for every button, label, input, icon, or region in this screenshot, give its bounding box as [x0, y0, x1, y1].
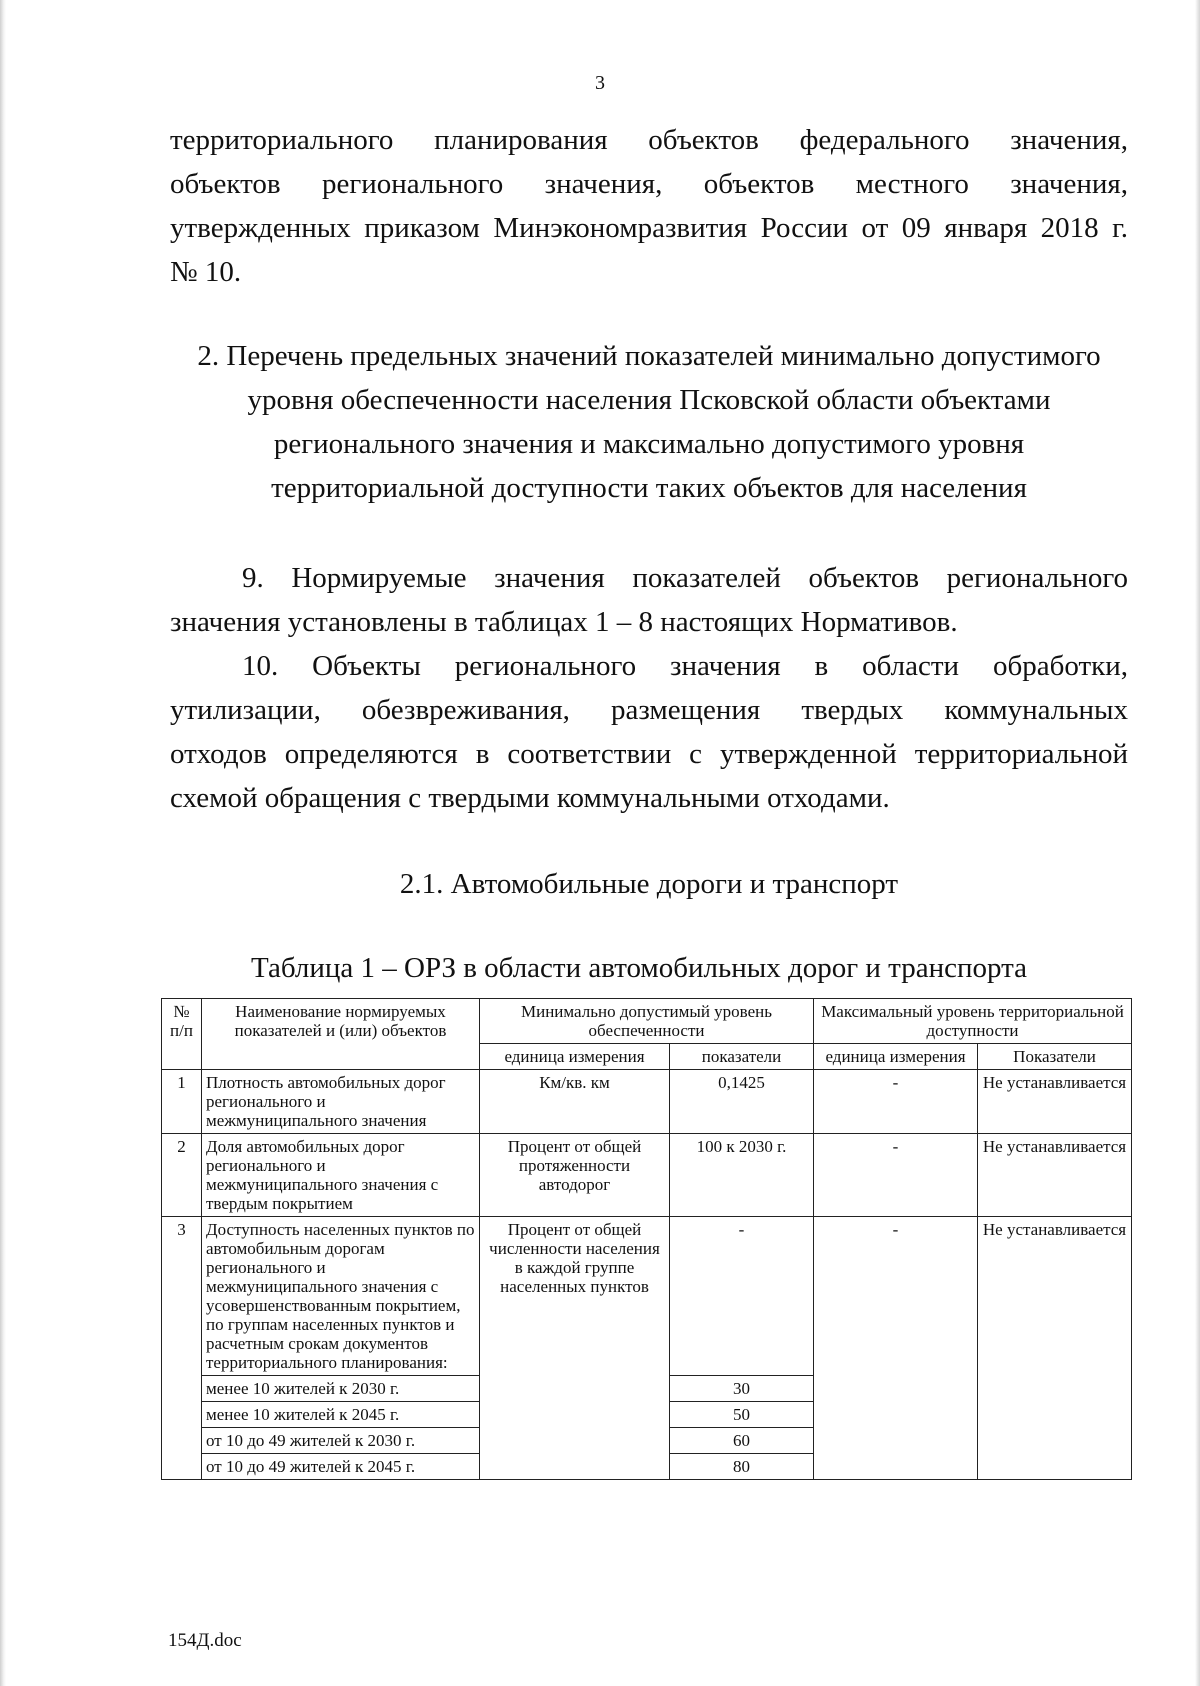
row-max-value: Не устанавливается [978, 1134, 1132, 1217]
paragraph-line: 10. Объекты регионального значения в области обработки, [242, 650, 1128, 682]
subrow-value: 50 [670, 1402, 814, 1428]
row-min-value: 0,1425 [670, 1070, 814, 1134]
row-name: Доля автомобильных дорог регионального и межмуниципального значения с твердым покрытием [202, 1134, 480, 1217]
row-num: 1 [162, 1070, 202, 1134]
heading-line: территориальной доступности таких объектов для населения [271, 472, 1027, 504]
section-heading [170, 334, 1128, 510]
header-max-value: Показатели [978, 1044, 1132, 1070]
row-max-unit: - [814, 1217, 978, 1480]
row-num: 2 [162, 1134, 202, 1217]
file-name-footer: 154Д.doc [168, 1630, 242, 1651]
row-min-unit: Км/кв. км [480, 1070, 670, 1134]
row-num: 3 [162, 1217, 202, 1480]
table-caption: Таблица 1 – ОРЗ в области автомобильных дорог и транспорта [250, 952, 1028, 984]
paragraph-line: значения установлены в таблицах 1 – 8 настоящих Нормативов. [170, 606, 958, 638]
paragraph-line: схемой обращения с твердыми коммунальными отходами. [170, 782, 890, 814]
page-number: 3 [595, 72, 605, 94]
subrow-name: менее 10 жителей к 2045 г. [202, 1402, 480, 1428]
heading-line: регионального значения и максимально допустимого уровня [273, 428, 1025, 460]
paragraph-line: 9. Нормируемые значения показателей объектов регионального [242, 562, 1128, 594]
intro-line: объектов регионального значения, объектов местного значения, [170, 168, 1128, 200]
intro-line: территориального планирования объектов федерального значения, [170, 124, 1128, 156]
subrow-value: 80 [670, 1454, 814, 1480]
row-min-unit: Процент от общей протяженности автодорог [480, 1134, 670, 1217]
intro-line: № 10. [170, 256, 242, 288]
table-row [162, 1134, 1132, 1217]
row-min-value: 100 к 2030 г. [670, 1134, 814, 1217]
subrow-value: 60 [670, 1428, 814, 1454]
table-row [162, 1217, 1132, 1376]
subrow-name: от 10 до 49 жителей к 2045 г. [202, 1454, 480, 1480]
header-num: № п/п [162, 999, 202, 1070]
header-min-level: Минимально допустимый уровень обеспеченности [480, 999, 814, 1044]
intro-line: утвержденных приказом Минэкономразвития России от 09 января 2018 г. [170, 212, 1128, 244]
subrow-name: от 10 до 49 жителей к 2030 г. [202, 1428, 480, 1454]
header-max-level: Максимальный уровень территориальной доступности [814, 999, 1132, 1044]
row-max-value: Не устанавливается [978, 1217, 1132, 1480]
table-row [162, 1070, 1132, 1134]
header-name: Наименование нормируемых показателей и (или) объектов [202, 999, 480, 1070]
header-min-unit: единица измерения [480, 1044, 670, 1070]
scan-edge-right [1195, 0, 1200, 1686]
subrow-value: 30 [670, 1376, 814, 1402]
paragraph-9 [170, 556, 1128, 644]
table-header-row [162, 999, 1132, 1044]
subrow-name: менее 10 жителей к 2030 г. [202, 1376, 480, 1402]
row-name: Плотность автомобильных дорог регионального и межмуниципального значения [202, 1070, 480, 1134]
row-max-value: Не устанавливается [978, 1070, 1132, 1134]
paragraph-line: отходов определяются в соответствии с утвержденной территориальной [170, 738, 1128, 770]
row-min-unit: Процент от общей численности населения в каждой группе населенных пунктов [480, 1217, 670, 1480]
heading-line: 2. Перечень предельных значений показателей минимально допустимого [197, 340, 1101, 372]
row-min-value: - [670, 1217, 814, 1376]
heading-line: уровня обеспеченности населения Псковской области объектами [247, 384, 1051, 416]
row-name: Доступность населенных пунктов по автомобильным дорогам регионального и межмуниципального значения с усовершенствованным покрытием, по группам населенных пунктов и расчетным срокам документов территориального планирования: [202, 1217, 480, 1376]
subsection-heading: 2.1. Автомобильные дороги и транспорт [399, 868, 899, 900]
header-min-value: показатели [670, 1044, 814, 1070]
orz-table [161, 998, 1132, 1480]
intro-paragraph [170, 118, 1128, 294]
paragraph-10 [170, 644, 1128, 820]
row-max-unit: - [814, 1134, 978, 1217]
paragraph-line: утилизации, обезвреживания, размещения твердых коммунальных [170, 694, 1128, 726]
header-max-unit: единица измерения [814, 1044, 978, 1070]
row-max-unit: - [814, 1070, 978, 1134]
scan-edge-left [0, 0, 6, 1686]
